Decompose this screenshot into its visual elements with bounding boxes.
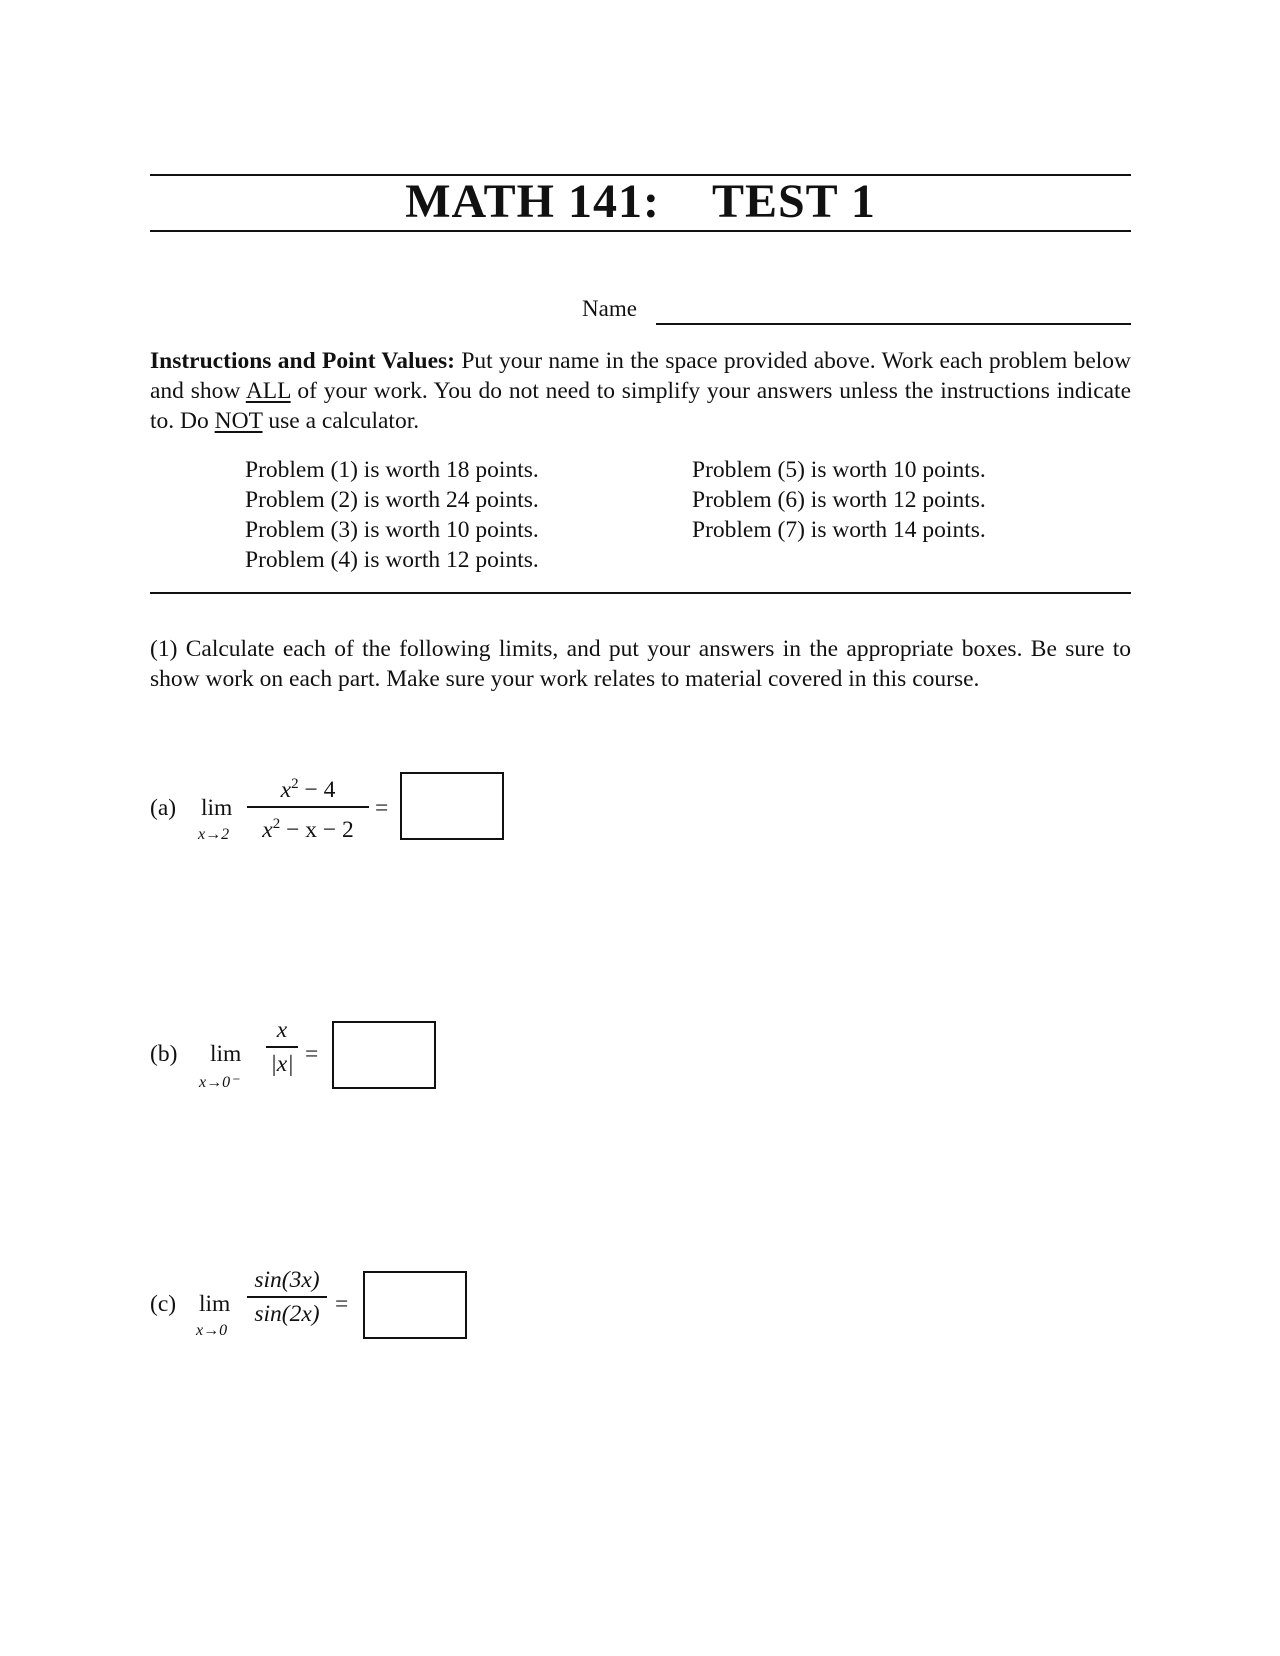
lim-operator: lim bbox=[210, 1041, 242, 1067]
equals-sign: = bbox=[335, 1291, 349, 1317]
fraction bbox=[247, 770, 369, 844]
point-value-item: Problem (6) is worth 12 points. bbox=[692, 487, 986, 513]
point-value-item: Problem (1) is worth 18 points. bbox=[245, 457, 539, 483]
fraction-denominator: $x^2 - x - 2$ bbox=[262, 815, 354, 843]
title-course: MATH 141: bbox=[405, 175, 660, 228]
fraction-numerator: x bbox=[276, 1017, 288, 1043]
point-value-item: Problem (2) is worth 24 points. bbox=[245, 487, 539, 513]
point-value-item: Problem (7) is worth 14 points. bbox=[692, 517, 986, 543]
point-value-item: Problem (5) is worth 10 points. bbox=[692, 457, 986, 483]
fraction bbox=[266, 1016, 298, 1078]
instructions-heading: Instructions and Point Values: bbox=[150, 348, 455, 374]
instructions-bottom-rule bbox=[150, 592, 1131, 594]
fraction-numerator: sin(3x) bbox=[254, 1267, 320, 1293]
equals-sign: = bbox=[305, 1041, 319, 1067]
answer-box-c[interactable] bbox=[363, 1271, 467, 1339]
fraction-bar bbox=[247, 1296, 327, 1298]
instructions-paragraph bbox=[150, 346, 1131, 436]
fraction-bar bbox=[247, 806, 369, 808]
answer-box-a[interactable] bbox=[400, 772, 504, 840]
equals-sign: = bbox=[375, 795, 389, 821]
problem-1-text: (1) Calculate each of the following limits, and put your answers in the appropriate boxes. Be sure to show work on each part. Make sure your work relates to material covered in this course. bbox=[150, 636, 1131, 692]
lim-subscript: x→0 bbox=[196, 1322, 228, 1339]
point-value-item: Problem (3) is worth 10 points. bbox=[245, 517, 539, 543]
fraction-numerator: $x^2 - 4$ bbox=[280, 776, 336, 803]
lim-subscript: x→2 bbox=[198, 826, 230, 843]
lim-operator: lim bbox=[201, 795, 233, 821]
name-input-line[interactable] bbox=[656, 323, 1131, 325]
part-label: (b) bbox=[150, 1041, 178, 1067]
part-label: (c) bbox=[150, 1291, 177, 1317]
fraction-bar bbox=[266, 1046, 298, 1048]
lim-subscript: x→0⁻ bbox=[199, 1074, 239, 1091]
answer-box-b[interactable] bbox=[332, 1021, 436, 1089]
lim-operator: lim bbox=[199, 1291, 231, 1317]
fraction bbox=[247, 1266, 327, 1328]
instructions-text-2: of your work. You do not need to simplify your answers unless the instructions indicate to. Do bbox=[150, 378, 1132, 434]
point-value-item: Problem (4) is worth 12 points. bbox=[245, 547, 539, 573]
instructions-not: NOT bbox=[214, 408, 263, 434]
instructions-text-1: Put your name in the space provided above. Work each problem below and show bbox=[150, 348, 1132, 404]
fraction-denominator: |x| bbox=[270, 1050, 294, 1077]
instructions-text-3: use a calculator. bbox=[268, 408, 420, 434]
title-bottom-rule bbox=[150, 230, 1131, 232]
instructions-all: ALL bbox=[245, 378, 291, 404]
name-label: Name bbox=[582, 296, 637, 321]
problem-1b bbox=[150, 1017, 350, 1100]
page-title bbox=[150, 172, 1131, 232]
point-values-left bbox=[245, 455, 539, 575]
point-values-right bbox=[692, 455, 986, 545]
fraction-denominator: sin(2x) bbox=[254, 1300, 320, 1327]
title-test: TEST 1 bbox=[711, 175, 876, 228]
part-label: (a) bbox=[150, 795, 177, 821]
